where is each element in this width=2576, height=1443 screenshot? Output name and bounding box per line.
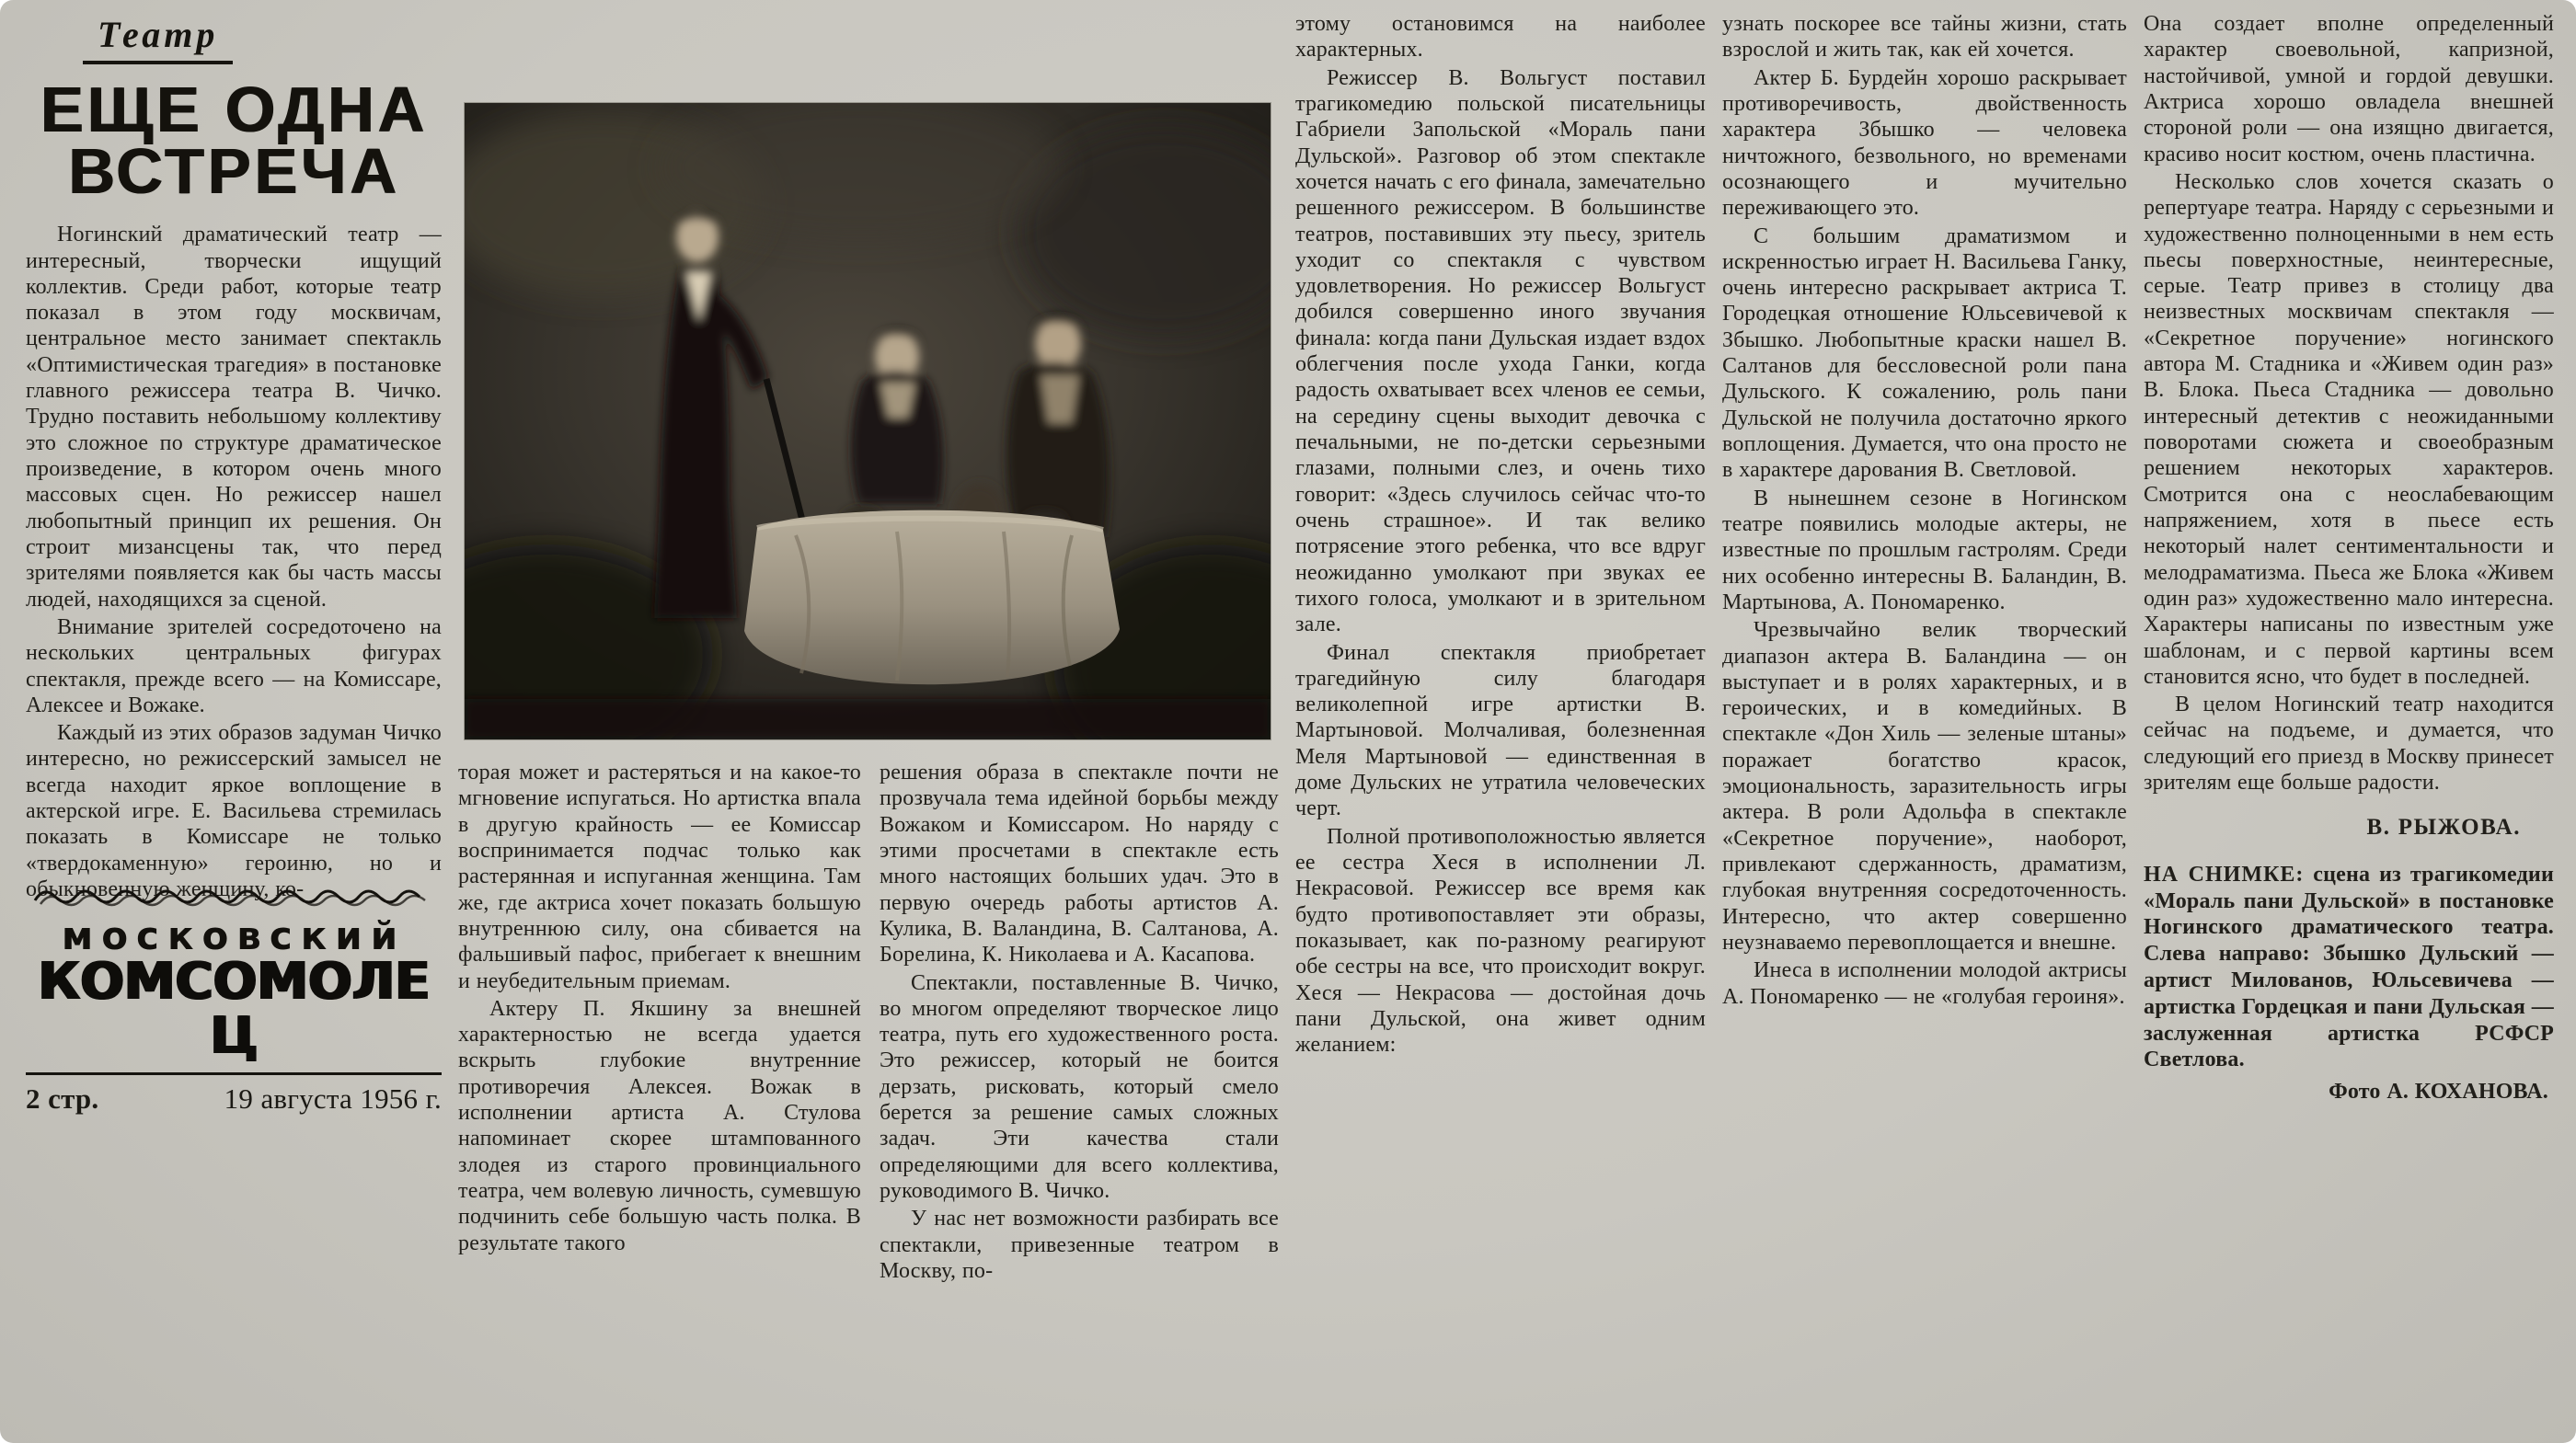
photo-credit: Фото А. КОХАНОВА. xyxy=(2329,1080,2548,1105)
paragraph: У нас нет возможности разбирать все спектакли, привезенные театром в Москву, по- xyxy=(880,1207,1279,1283)
paragraph: Спектакли, поставленные В. Чичко, во многом определяют творческое лицо театра, путь его художественного роста. Это режиссер, который не боится дерзать, рисковать, который смело берется за решение самых сложных задач. Эти качества стали определяющими для всего коллектива, руководимого В. Чичко. xyxy=(880,970,1279,1203)
paragraph: решения образа в спектакле почти не прозвучала тема идейной борьбы между Вожаком и Комиссаром. Но наряду с этими просчетами в спектакле есть много настоящих больших удач. Это в первую очередь работы артистов А. Кулика, В. Валандина, В. Салтанова, А. Борелина, К. Николаева и А. Касапова. xyxy=(880,761,1279,968)
page-number: 2 стр. xyxy=(26,1082,99,1116)
paragraph: Чрезвычайно велик творческий диапазон актера В. Баландина — он выступает и в ролях характерных, и в героических, и в комедийных. В спектакле «Дон Хиль — зеленые штаны» поражает богатство красок, эмоциональность, заразительность игры актера. В роли Адольфа в спектакле «Секретное поручение», наоборот, привлекают сдержанность, драматизм, глубокая внутренняя сосредоточенность. Интересно, что актер совершенно неузнаваемо перевоплощается и внешне. xyxy=(1722,618,2127,955)
paragraph: Несколько слов хочется сказать о репертуаре театра. Наряду с серьезными и художественно полноценными в нем есть пьесы поверхностные, неинтересные, серые. Театр привез в столицу два неизвестных москвичам спектакля — «Секретное поручение» ногинского автора М. Стадника и «Живем один раз» В. Блока. Пьеса Стадника — довольно интересный детектив с неожиданными поворотами сюжета и своеобразным решением некоторых характеров. Смотрится она с неослабевающим напряжением, хотя в пьесе есть некоторый налет сентиментальности и мелодраматизма. Пьеса же Блока «Живем один раз» художественно мало интересна. Характеры написаны по известным уже шаблонам, и с первой картины всем становится ясно, что будет в последней. xyxy=(2144,169,2554,689)
photo-caption xyxy=(2144,862,2554,1073)
column-6-text xyxy=(2144,11,2554,796)
column-4 xyxy=(1295,11,1706,1435)
paragraph: В нынешнем сезоне в Ногинском театре появились молодые актеры, не известные по прошлым гастролям. Среди них особенно интересны В. Баландин, В. Мартынова, А. Пономаренко. xyxy=(1722,486,2127,614)
column-3 xyxy=(880,760,1279,1437)
paragraph: Ногинский драматический театр — интересный, творчески ищущий коллектив. Среди работ, которые театр показал в этом году москвичам, центральное место занимает спектакль «Оптимистическая трагедия» в постановке главного режиссера театра В. Чичко. Трудно поставить небольшому коллективу это сложное по структуре драматическое произведение, в котором очень много массовых сцен. Но режиссер нашел любопытный принцип их решения. Он строит мизансцены так, что перед зрителями появляется как бы часть массы людей, находящихся за сценой. xyxy=(26,223,442,612)
paragraph: этому остановимся на наиболее характерных. xyxy=(1295,12,1706,63)
masthead xyxy=(26,882,442,1117)
paragraph: Актеру П. Якшину за внешней характерностью не всегда удается вскрыть глубокие внутренние противоречия Алексея. Вожак в исполнении артиста А. Стулова напоминает скорее штампованного злодея из старого провинциального театра, чем волевую личность, сумевшую подчинить себе большую часть полка. В результате такого xyxy=(458,996,861,1255)
column-2 xyxy=(458,760,861,1437)
masthead-title-large: КОМСОМОЛЕЦ xyxy=(38,951,430,1066)
paragraph: узнать поскорее все тайны жизни, стать взрослой и жить так, как ей хочется. xyxy=(1722,12,2127,63)
masthead-title-small: московский xyxy=(61,912,407,958)
paragraph: С большим драматизмом и искренностью играет Н. Васильева Ганку, очень интересно раскрывает актриса Т. Городецкая отношение Юльсевичевой к Збышко. Любопытные краски нашел В. Салтанов для бессловесной роли пана Дульского. К сожалению, роль пани Дульской не получила достаточно яркого воплощения. Думается, что она просто не в характере дарования В. Светловой. xyxy=(1722,223,2127,483)
column-6 xyxy=(2144,11,2554,1435)
theatre-scene-photo xyxy=(465,103,1271,739)
paragraph: Финал спектакля приобретает трагедийную силу благодаря великолепной игре артистки В. Мартыновой. Молчаливая, болезненная Меля Мартыновой — единственная в доме Дульских не утратила человеческих черт. xyxy=(1295,640,1706,821)
paragraph: Полной противоположностью является ее сестра Хеся в исполнении Л. Некрасовой. Режиссер все время как будто противопоставляет эти образы, показывает, как по-разному реагируют обе сестры на все, что происходит вокруг. Хеся — Некрасова — достойная дочь пани Дульской, она живет одним желанием: xyxy=(1295,824,1706,1058)
paragraph: В целом Ногинский театр находится сейчас на подъеме, и думается, что следующий его приезд в Москву принесет зрителям еще больше радости. xyxy=(2144,693,2554,796)
page-footer xyxy=(26,1072,442,1117)
paragraph: Инеса в исполнении молодой актрисы А. Пономаренко — не «голубая героиня». xyxy=(1722,958,2127,1009)
column-1-text xyxy=(26,222,442,902)
paragraph: Актер Б. Бурдейн хорошо раскрывает противоречивость, двойственность характера Збышко — человека ничтожного, безвольного, но временами осознающего и мучительно переживающего это. xyxy=(1722,65,2127,221)
paragraph: Каждый из этих образов задуман Чичко интересно, но режиссерский замысел не всегда находит яркое воплощение в актерской игре. Е. Васильева стремилась показать в Комиссаре не только «твердокаменную» героиню, но и обыкновенную женщину, ко- xyxy=(26,721,442,901)
photo-caption-text: сцена из трагикомедии «Мораль пани Дульской» в постановке Ногинского драматического театра. Слева направо: Збышко Дульский — артист Милованов, Юльсевичева — артистка Гордецкая и пани Дульская — заслуженная артистка РСФСР Светлова. xyxy=(2144,862,2555,1072)
paragraph: Она создает вполне определенный характер своевольной, капризной, настойчивой, умной и гордой девушки. Актриса хорошо овладела внешней стороной роли — она изящно двигается, красиво носит костюм, очень пластична. xyxy=(2144,12,2554,166)
paragraph: Внимание зрителей сосредоточено на нескольких центральных фигурах спектакля, прежде всего — на Комиссаре, Алексее и Вожаке. xyxy=(26,614,442,717)
column-1 xyxy=(26,13,442,1144)
photo-caption-lead: НА СНИМКЕ: xyxy=(2144,862,2305,887)
paragraph: Режиссер В. Вольгуст поставил трагикомедию польской писательницы Габриели Запольской «Мораль пани Дульской». Разговор об этом спектакле хочется начать с его финала, замечательно решенного режиссером. В большинстве театров, поставивших эту пьесу, зритель уходит со спектакля с чувством удовлетворения. Но режиссер Вольгуст добился совершенно иного звучания финала: когда пани Дульская издает вздох облегчения после ухода Ганки, когда радость охватывает всех членов ее семьи, на середину сцены выходит девочка с печальными, не по-детски серьезными глазами, полными слез, и очень тихо говорит: «Здесь случилось сейчас что-то очень страшное». И так велико потрясение этого ребенка, что все вдруг неожиданно умолкают при звуках ее тихого голоса, умолкают и в зрительном зале. xyxy=(1295,65,1706,637)
decorative-squiggle xyxy=(31,882,436,910)
theatre-photo-illustration xyxy=(465,103,1271,739)
headline-line-1: ЕЩЕ ОДНА xyxy=(40,74,428,146)
byline: В. РЫЖОВА. xyxy=(2366,815,2521,841)
column-5 xyxy=(1722,11,2127,1435)
section-label: Театр xyxy=(83,13,233,64)
paragraph: торая может и растеряться и на какое-то мгновение испугаться. Но артистка впала в другую крайность — ее Комиссар воспринимается подчас только как растерянная и испуганная женщина. Там же, где актриса хочет показать большую внутреннюю силу, она сбивается на фальшивый пафос, прибегает к внешним и неубедительным приемам. xyxy=(458,761,861,993)
headline-line-2: ВСТРЕЧА xyxy=(67,134,400,207)
issue-date: 19 августа 1956 г. xyxy=(224,1082,442,1116)
article-headline xyxy=(26,74,442,207)
